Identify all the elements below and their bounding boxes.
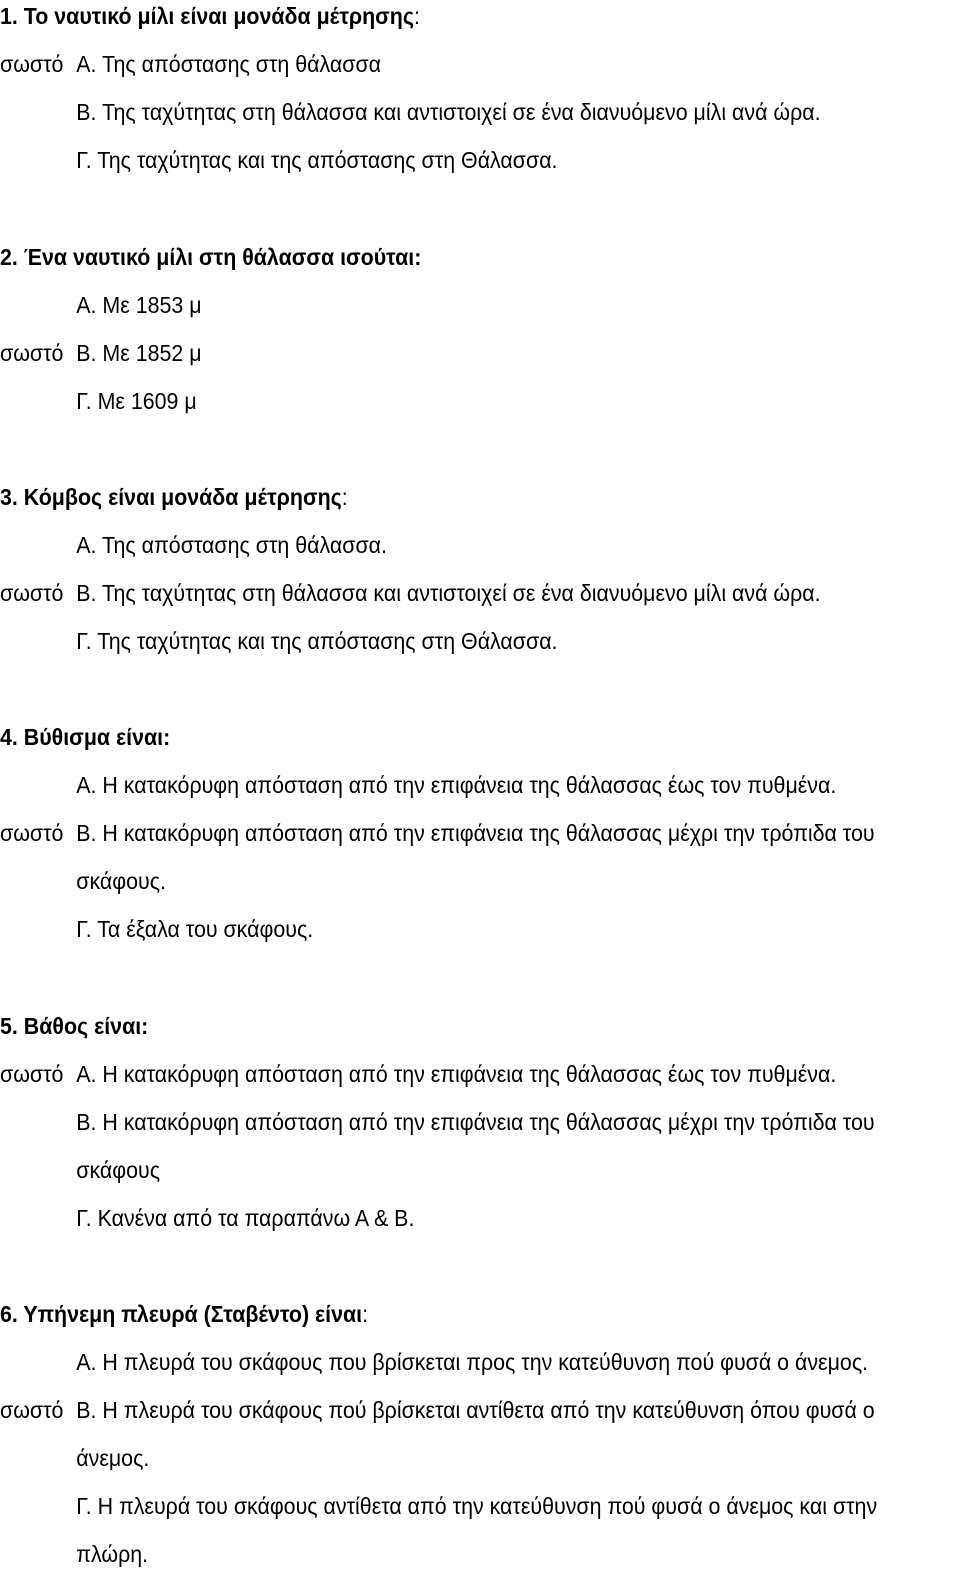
question-4-option-a: Α. Η κατακόρυφη απόσταση από την επιφάνεια της θάλασσας έως τον πυθμένα. [76,772,837,798]
question-5-option-b-continued: σκάφους [76,1157,161,1183]
question-1-title: 1. Το ναυτικό μίλι είναι μονάδα μέτρησης: [0,3,420,29]
question-2-option-b: Β. Με 1852 μ [76,340,202,366]
question-5-option-c: Γ. Κανένα από τα παραπάνω Α & Β. [76,1205,415,1231]
question-6-option-b: Β. Η πλευρά του σκάφους πού βρίσκεται αντίθετα από την κατεύθυνση όπου φυσά ο [76,1397,875,1423]
question-5-option-a: Α. Η κατακόρυφη απόσταση από την επιφάνεια της θάλασσας έως τον πυθμένα. [76,1061,837,1087]
question-5-title: 5. Βάθος είναι: [0,1013,149,1039]
question-3-title: 3. Κόμβος είναι μονάδα μέτρησης: [0,484,348,510]
question-4-option-c: Γ. Τα έξαλα του σκάφους. [76,916,314,942]
question-3-option-c: Γ. Της ταχύτητας και της απόστασης στη Θάλασσα. [76,628,558,654]
question-4-option-b-continued: σκάφους. [76,868,166,894]
question-2-title: 2. Ένα ναυτικό μίλι στη θάλασσα ισούται: [0,244,422,270]
question-3-option-b: Β. Της ταχύτητας στη θάλασσα και αντιστοιχεί σε ένα διανυόμενο μίλι ανά ώρα. [76,580,821,606]
correct-marker: σωστό [0,580,64,606]
question-4-option-b: Β. Η κατακόρυφη απόσταση από την επιφάνεια της θάλασσας μέχρι την τρόπιδα του [76,820,875,846]
question-4-title: 4. Βύθισμα είναι: [0,724,171,750]
question-6-option-a: Α. Η πλευρά του σκάφους που βρίσκεται προς την κατεύθυνση πού φυσά ο άνεμος. [76,1349,869,1375]
question-2-option-c: Γ. Με 1609 μ [76,388,197,414]
question-1-option-b: Β. Της ταχύτητας στη θάλασσα και αντιστοιχεί σε ένα διανυόμενο μίλι ανά ώρα. [76,99,821,125]
question-3-option-a: Α. Της απόστασης στη θάλασσα. [76,532,387,558]
question-6-title: 6. Υπήνεμη πλευρά (Σταβέντο) είναι: [0,1301,369,1327]
correct-marker: σωστό [0,340,64,366]
correct-marker: σωστό [0,1061,64,1087]
correct-marker: σωστό [0,820,64,846]
question-2-option-a: Α. Με 1853 μ [76,292,202,318]
question-1-option-c: Γ. Της ταχύτητας και της απόστασης στη Θάλασσα. [76,147,558,173]
question-6-option-b-continued: άνεμος. [76,1445,150,1471]
question-1-option-a: Α. Της απόστασης στη θάλασσα [76,51,382,77]
question-5-option-b: Β. Η κατακόρυφη απόσταση από την επιφάνεια της θάλασσας μέχρι την τρόπιδα του [76,1109,875,1135]
correct-marker: σωστό [0,51,64,77]
correct-marker: σωστό [0,1397,64,1423]
question-6-option-c: Γ. Η πλευρά του σκάφους αντίθετα από την κατεύθυνση πού φυσά ο άνεμος και στην [76,1493,878,1519]
question-6-option-c-continued: πλώρη. [76,1541,149,1567]
